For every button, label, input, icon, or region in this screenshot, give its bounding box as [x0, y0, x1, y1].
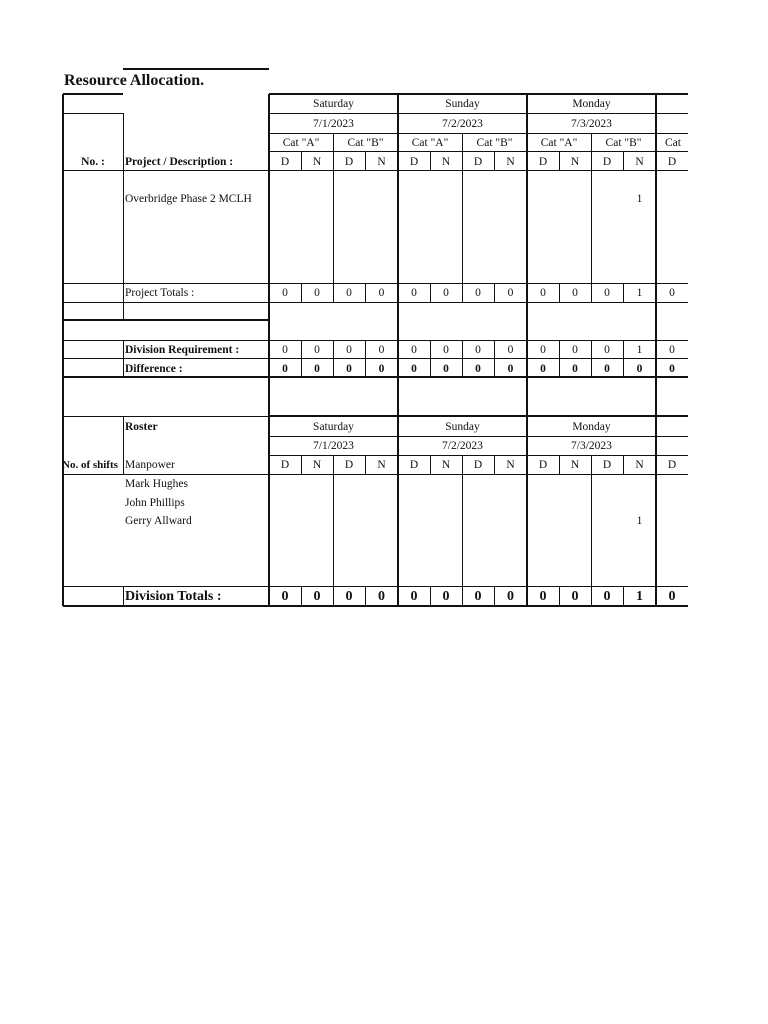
totals-row-label: Difference : [125, 363, 183, 375]
gap-line [63, 319, 269, 321]
shift-letter: D [280, 156, 290, 168]
totals-cell-value: 0 [314, 287, 320, 299]
roster-shift-letter: D [409, 459, 419, 471]
table-left [62, 94, 64, 377]
division-total-value: 0 [281, 589, 289, 604]
no-of-shifts-label: No. of shifts [62, 459, 118, 471]
totals-bottom [63, 302, 688, 303]
shift-letter: N [312, 156, 322, 168]
table-top [269, 93, 688, 95]
project-name: Overbridge Phase 2 MCLH [125, 193, 252, 205]
totals-cell-value: 0 [572, 363, 578, 375]
division-total-value: 0 [571, 589, 579, 604]
totals-row-label: Division Requirement : [125, 344, 240, 356]
cat-b-label: Cat "B" [476, 137, 513, 149]
roster-header-bottom [63, 474, 688, 475]
roster-top [269, 415, 688, 417]
roster-day-line [269, 436, 688, 437]
requirement-top [63, 340, 688, 341]
totals-cell-value: 0 [346, 363, 352, 375]
cat-a-label-partial: Cat [665, 137, 681, 149]
no-col-top [63, 113, 123, 114]
roster-cat-separator [333, 474, 334, 606]
table-top-left [63, 93, 123, 95]
person-shift-value: 1 [636, 515, 643, 527]
totals-cell-value: 0 [669, 363, 675, 375]
shift-letter: D [602, 156, 612, 168]
totals-cell-value: 0 [507, 287, 514, 299]
totals-cell-value: 0 [378, 363, 385, 375]
cat-row-line [269, 151, 688, 152]
roster-shift-letter: D [344, 459, 354, 471]
sheet-title: Resource Allocation. [64, 72, 205, 89]
person-name: Mark Hughes [125, 478, 188, 490]
division-total-value: 0 [539, 589, 547, 604]
roster-shift-letter: N [312, 459, 322, 471]
difference-bottom [63, 376, 688, 378]
totals-cell-value: 0 [669, 344, 675, 356]
desc-col-left-lower [123, 340, 124, 377]
shift-letter: N [441, 156, 451, 168]
roster-day-name: Monday [572, 421, 611, 433]
roster-shift-letter: D [473, 459, 483, 471]
division-total-value: 0 [507, 589, 514, 604]
header-bottom [63, 170, 688, 171]
roster-shift-letter: N [506, 459, 515, 471]
totals-cell-value: 0 [411, 287, 417, 299]
shift-letter: D [667, 156, 677, 168]
shift-letter: D [344, 156, 354, 168]
roster-shift-letter: D [602, 459, 612, 471]
totals-cell-value: 0 [282, 344, 288, 356]
totals-cell-value: 0 [411, 344, 417, 356]
totals-cell-value: 0 [282, 287, 288, 299]
roster-cat-separator [591, 474, 592, 606]
body-bottom [63, 283, 688, 284]
totals-cell-value: 0 [314, 344, 320, 356]
manpower-label: Manpower [125, 459, 175, 471]
totals-cell-value: 0 [443, 287, 449, 299]
division-total-value: 0 [668, 589, 676, 604]
totals-cell-value: 0 [507, 363, 514, 375]
totals-cell-value: 0 [443, 363, 449, 375]
day-date: 7/1/2023 [313, 118, 354, 130]
totals-cell-value: 0 [540, 363, 546, 375]
desc-col-left [123, 113, 124, 320]
roster-day-separator [655, 377, 657, 606]
division-total-value: 0 [474, 589, 482, 604]
date-row-line [269, 133, 688, 134]
division-total-value: 0 [378, 589, 385, 604]
roster-shift-letter: N [441, 459, 451, 471]
cat-b-label: Cat "B" [347, 137, 384, 149]
roster-shift-letter: N [377, 459, 386, 471]
day-date: 7/2/2023 [442, 118, 483, 130]
totals-cell-value: 0 [540, 344, 546, 356]
division-total-value: 0 [345, 589, 353, 604]
division-totals-label: Division Totals : [125, 589, 222, 604]
title-rule [123, 68, 269, 70]
roster-day-date: 7/2/2023 [442, 440, 483, 452]
roster-top-left [63, 416, 269, 417]
shift-letter: D [538, 156, 548, 168]
shift-letter: D [473, 156, 483, 168]
roster-left [62, 377, 64, 606]
cat-a-label: Cat "A" [282, 137, 320, 149]
totals-cell-value: 0 [475, 344, 481, 356]
shift-letter: N [635, 156, 644, 168]
totals-cell-value: 0 [314, 363, 320, 375]
totals-cell-value: 0 [669, 287, 675, 299]
division-total-value: 0 [410, 589, 418, 604]
roster-date-line [269, 455, 688, 456]
totals-row-label: Project Totals : [125, 287, 195, 299]
cat-b-label: Cat "B" [605, 137, 642, 149]
division-total-value: 1 [636, 589, 643, 604]
totals-cell-value: 0 [475, 363, 481, 375]
roster-desc-left-lower [123, 586, 124, 606]
day-name: Monday [572, 98, 611, 110]
totals-cell-value: 1 [636, 344, 643, 356]
roster-shift-letter: N [570, 459, 580, 471]
person-name: John Phillips [125, 497, 185, 509]
totals-cell-value: 0 [378, 287, 385, 299]
totals-cell-value: 0 [604, 363, 610, 375]
cat-a-label: Cat "A" [411, 137, 449, 149]
roster-day-separator [397, 377, 399, 606]
totals-cell-value: 0 [378, 344, 385, 356]
totals-cell-value: 1 [636, 287, 643, 299]
project-description-label: Project / Description : [125, 156, 234, 168]
division-total-value: 0 [442, 589, 450, 604]
roster-cat-separator [462, 474, 463, 606]
day-name: Saturday [313, 98, 354, 110]
totals-cell-value: 0 [346, 344, 352, 356]
shift-letter: N [506, 156, 515, 168]
day-date: 7/3/2023 [571, 118, 612, 130]
cat-a-label: Cat "A" [540, 137, 578, 149]
totals-cell-value: 0 [572, 344, 578, 356]
roster-label: Roster [125, 421, 158, 433]
division-total-value: 0 [603, 589, 611, 604]
requirement-bottom [63, 358, 688, 359]
totals-cell-value: 0 [507, 344, 514, 356]
roster-shift-letter: D [538, 459, 548, 471]
totals-cell-value: 0 [604, 344, 610, 356]
shift-letter: D [409, 156, 419, 168]
project-cell-value: 1 [636, 193, 643, 205]
roster-day-separator [526, 377, 528, 606]
shift-letter: N [570, 156, 580, 168]
shift-letter: N [377, 156, 386, 168]
totals-cell-value: 0 [282, 363, 288, 375]
roster-shift-letter: D [667, 459, 677, 471]
division-total-value: 0 [313, 589, 321, 604]
roster-day-separator [268, 377, 270, 606]
person-name: Gerry Allward [125, 515, 192, 527]
no-column-label: No. : [81, 156, 105, 168]
roster-day-date: 7/1/2023 [313, 440, 354, 452]
roster-day-date: 7/3/2023 [571, 440, 612, 452]
totals-cell-value: 0 [572, 287, 578, 299]
totals-cell-value: 0 [604, 287, 610, 299]
totals-cell-value: 0 [411, 363, 417, 375]
roster-body-bottom [63, 586, 688, 587]
day-name: Sunday [445, 98, 480, 110]
totals-cell-value: 0 [346, 287, 352, 299]
roster-day-name: Saturday [313, 421, 354, 433]
day-row-line [269, 113, 688, 114]
roster-shift-letter: N [635, 459, 644, 471]
totals-cell-value: 0 [540, 287, 546, 299]
totals-cell-value: 0 [636, 363, 643, 375]
totals-cell-value: 0 [443, 344, 449, 356]
roster-shift-letter: D [280, 459, 290, 471]
roster-day-name: Sunday [445, 421, 480, 433]
totals-cell-value: 0 [475, 287, 481, 299]
